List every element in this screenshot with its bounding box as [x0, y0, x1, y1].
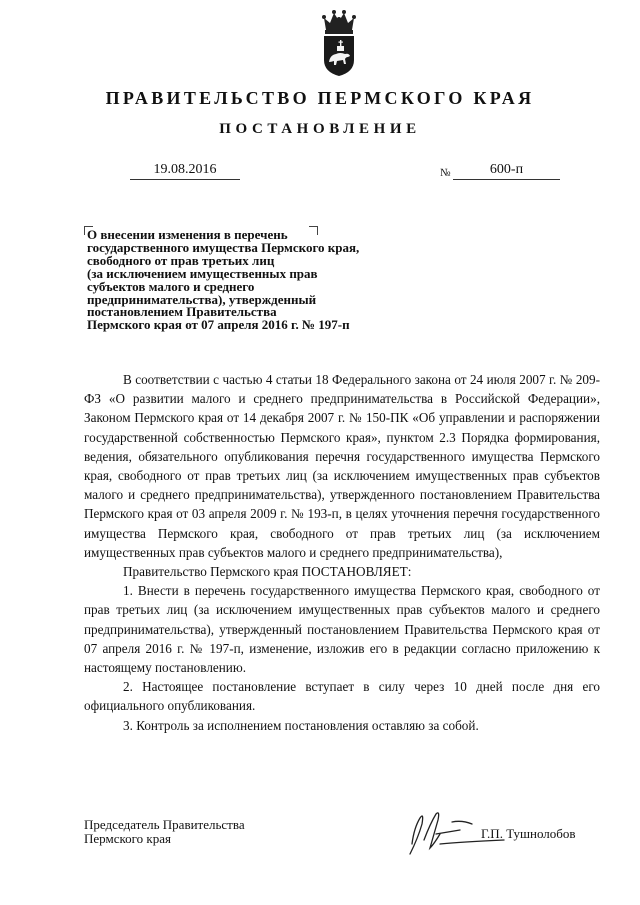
signer-title-line: Председатель Правительства [84, 817, 245, 832]
government-title: ПРАВИТЕЛЬСТВО ПЕРМСКОГО КРАЯ [105, 88, 535, 108]
document-subject [87, 229, 417, 332]
subject-line: постановлением Правительства [87, 304, 277, 320]
subject-line: предпринимательства), утвержденный [87, 291, 317, 307]
signer-title-line: Пермского края [84, 831, 171, 846]
item-2-paragraph: 2. Настоящее постановление вступает в силу через 10 дней после дня его официального опубликования. [84, 679, 600, 714]
number-prefix: № [440, 167, 451, 179]
number-underline [453, 178, 560, 180]
subject-line: (за исключением имущественных прав [87, 265, 318, 281]
preamble-paragraph: В соответствии с частью 4 статьи 18 Федерального закона от 24 июля 2007 г. № 209-ФЗ «О развитии малого и среднего предпринимательства в Российской Федерации», Законом Пермского края от 14 декабря 2007 г. № 150-ПК «Об управлении и распоряжении государственной собственностью Пермского края», пунктом 2.3 Порядка формирования, ведения, обязательного опубликования перечня государственного имущества Пермского края, свободного от прав третьих лиц (за исключением имущественных прав субъектов малого и среднего предпринимательства), утвержденного постановлением Правительства Пермского края от 03 апреля 2009 г. № 193-п, в целях уточнения перечня государственного имущества Пермского края, свободного от прав третьих лиц (за исключением имущественных прав субъектов малого и среднего предпринимательства), [84, 372, 600, 560]
document-body [84, 370, 600, 735]
resolves-paragraph: Правительство Пермского края ПОСТАНОВЛЯЕТ: [123, 564, 412, 580]
subject-line: О внесении изменения в перечень [87, 227, 288, 242]
coat-of-arms-emblem [318, 8, 360, 78]
signer-title [84, 818, 245, 846]
signer-name: Г.П. Тушнолобов [481, 826, 576, 841]
item-3-paragraph: 3. Контроль за исполнением постановления оставляю за собой. [123, 717, 479, 733]
subject-line: государственного имущества Пермского края, [87, 239, 360, 255]
document-date: 19.08.2016 [153, 162, 217, 177]
document-type: ПОСТАНОВЛЕНИЕ [219, 121, 421, 137]
subject-line: свободного от прав третьих лиц [87, 252, 275, 268]
subject-line: Пермского края от 07 апреля 2016 г. № 197-п [87, 317, 350, 333]
document-number: 600-п [489, 162, 524, 177]
subject-line: субъектов малого и среднего [87, 278, 255, 294]
item-1-paragraph: 1. Внести в перечень государственного имущества Пермского края, свободного от прав третьих лиц (за исключением имущественных прав субъектов малого и среднего предпринимательства), утвержденный постановлением Правительства Пермского края от 07 апреля 2016 г. № 197-п, изменение, изложив его в редакции согласно приложению к настоящему постановлению. [84, 583, 600, 676]
date-underline [130, 178, 240, 180]
